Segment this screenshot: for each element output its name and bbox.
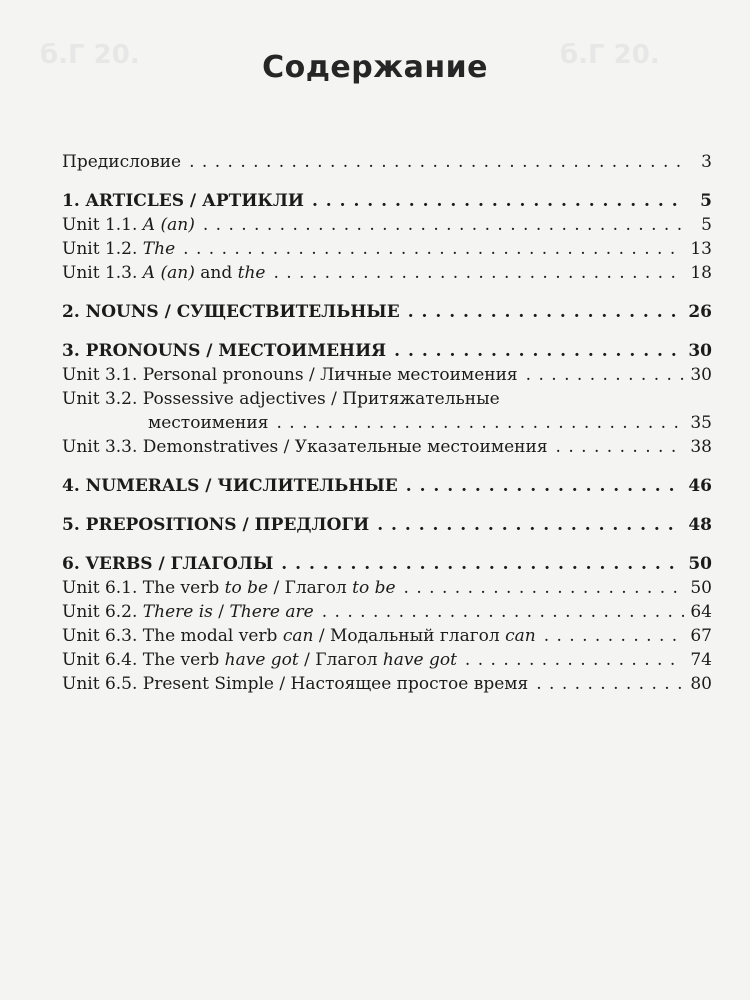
toc-entry-label [62,624,536,648]
toc-entry-label-part: Unit 6.4. The verb [62,650,225,670]
toc-page-number: 48 [688,515,712,535]
toc-entry-label [62,150,181,174]
toc-section [62,150,712,174]
toc-entry-label-part: 5. PREPOSITIONS / ПРЕДЛОГИ [62,515,370,535]
dot-leader [322,600,684,624]
toc-page-number: 50 [688,554,712,574]
toc-entry-label [62,435,548,459]
dot-leader [394,339,682,363]
dot-leader [406,474,683,498]
toc-entry-label-part: can [282,626,314,646]
toc-section [62,189,712,285]
toc-entry-label-part: Unit 1.1. [62,215,143,235]
toc-entry-label-part: and [194,263,238,283]
toc-entry-label-part: Предисловие [62,152,182,172]
toc-entry-label [62,300,400,324]
toc-page-number: 64 [690,602,712,622]
toc-chapter-entry[interactable] [62,552,712,576]
dot-leader [408,300,683,324]
toc-entry-label [62,261,265,285]
show-through-text: б.Г 20. [40,40,140,70]
toc-section [62,474,712,498]
toc-page-number: 46 [688,476,712,496]
toc-page-number: 30 [688,341,712,361]
toc-entry-label [62,339,386,363]
dot-leader [465,648,684,672]
toc-chapter-entry[interactable] [62,300,712,324]
toc-entry-label-part: / Глагол [298,650,383,670]
toc-entry-label-part: 1. ARTICLES / АРТИКЛИ [62,191,304,211]
toc-chapter-entry[interactable] [62,474,712,498]
toc-entry-label [62,213,195,237]
dot-leader [203,213,684,237]
toc-section [62,513,712,537]
toc-unit-entry[interactable] [62,150,712,174]
toc-entry-label [62,189,304,213]
toc-chapter-entry[interactable] [62,513,712,537]
toc-page-number: 67 [690,626,712,646]
toc-entry-label-part: can [505,626,536,646]
page-title: Содержание [262,50,488,86]
toc-page-number: 18 [690,263,712,283]
dot-leader [556,435,684,459]
toc-entry-label-part: Unit 3.3. Demonstratives / Указательные местоимения [62,437,548,457]
toc-entry-label-part: to be [224,578,269,598]
toc-unit-entry[interactable] [62,648,712,672]
toc-page-number: 5 [700,191,712,211]
toc-page-number: 5 [701,215,712,235]
table-of-contents [62,150,712,711]
toc-unit-entry[interactable] [62,624,712,648]
toc-entry-label-part: 4. NUMERALS / ЧИСЛИТЕЛЬНЫЕ [62,476,398,496]
toc-page-number: 35 [690,413,712,433]
toc-entry-label-part: / Глагол [268,578,353,598]
dot-leader [273,261,684,285]
toc-page-number: 74 [690,650,712,670]
toc-entry-label-part: have got [382,650,457,670]
toc-page-number: 38 [690,437,712,457]
toc-unit-entry[interactable] [62,600,712,624]
toc-page-number: 26 [688,302,712,322]
toc-unit-entry[interactable] [62,237,712,261]
toc-section [62,300,712,324]
toc-unit-entry[interactable] [62,261,712,285]
toc-page-number: 50 [690,578,712,598]
toc-entry-label-part: местоимения [148,413,269,433]
toc-entry-label-part: Unit 6.3. The modal verb [62,626,283,646]
toc-entry-label-part: / [212,602,230,622]
toc-section [62,552,712,696]
dot-leader [312,189,684,213]
toc-entry-label-part: A (an) [142,215,195,235]
dot-leader [276,411,684,435]
toc-entry-label-part: There is [142,602,213,622]
toc-entry-label [62,552,273,576]
toc-chapter-entry[interactable] [62,339,712,363]
toc-unit-entry[interactable] [62,672,712,696]
toc-entry-label-part: Unit 6.5. Present Simple / Настоящее простое время [62,674,529,694]
toc-entry-label-part: have got [224,650,299,670]
toc-entry-label [62,387,500,411]
toc-entry-label [148,411,268,435]
toc-entry-label-part: / Модальный глагол [313,626,506,646]
toc-unit-entry[interactable] [62,576,712,600]
toc-page-number: 80 [690,674,712,694]
toc-entry-label-part: Unit 6.2. [62,602,143,622]
toc-entry-label-part: There are [229,602,314,622]
toc-entry-label-part: The [142,239,176,259]
toc-entry-label [62,576,396,600]
toc-unit-entry[interactable] [62,411,712,435]
toc-entry-label-part: 3. PRONOUNS / МЕСТОИМЕНИЯ [62,341,387,361]
toc-unit-entry[interactable] [62,213,712,237]
toc-entry-label [62,600,314,624]
toc-unit-entry[interactable] [62,363,712,387]
toc-entry-label-part: 6. VERBS / ГЛАГОЛЫ [62,554,274,574]
toc-entry-label [62,237,175,261]
toc-page-number: 30 [690,365,712,385]
toc-page-number: 13 [690,239,712,259]
dot-leader [281,552,682,576]
dot-leader [526,363,684,387]
toc-entry-label-part: Unit 3.2. Possessive adjectives / Притяжательные [62,389,500,409]
toc-entry-label-part: Unit 1.3. [62,263,143,283]
toc-entry-label [62,672,528,696]
toc-entry-label-part: A (an) [142,263,195,283]
dot-leader [377,513,682,537]
toc-entry-label-part: Unit 1.2. [62,239,143,259]
dot-leader [189,150,684,174]
toc-unit-entry[interactable] [62,435,712,459]
toc-entry-label [62,513,369,537]
toc-page-number: 3 [701,152,712,172]
dot-leader [536,672,684,696]
toc-unit-entry[interactable] [62,387,712,411]
show-through-text: б.Г 20. [560,40,660,70]
toc-entry-label-part: to be [352,578,396,598]
toc-chapter-entry[interactable] [62,189,712,213]
toc-section [62,339,712,459]
toc-entry-label [62,363,518,387]
toc-entry-label-part: Unit 6.1. The verb [62,578,225,598]
dot-leader [544,624,684,648]
dot-leader [404,576,684,600]
dot-leader [183,237,684,261]
toc-entry-label [62,648,457,672]
toc-entry-label-part: 2. NOUNS / СУЩЕСТВИТЕЛЬНЫЕ [62,302,400,322]
toc-entry-label-part: the [237,263,266,283]
toc-entry-label [62,474,398,498]
toc-entry-label-part: Unit 3.1. Personal pronouns / Личные местоимения [62,365,518,385]
